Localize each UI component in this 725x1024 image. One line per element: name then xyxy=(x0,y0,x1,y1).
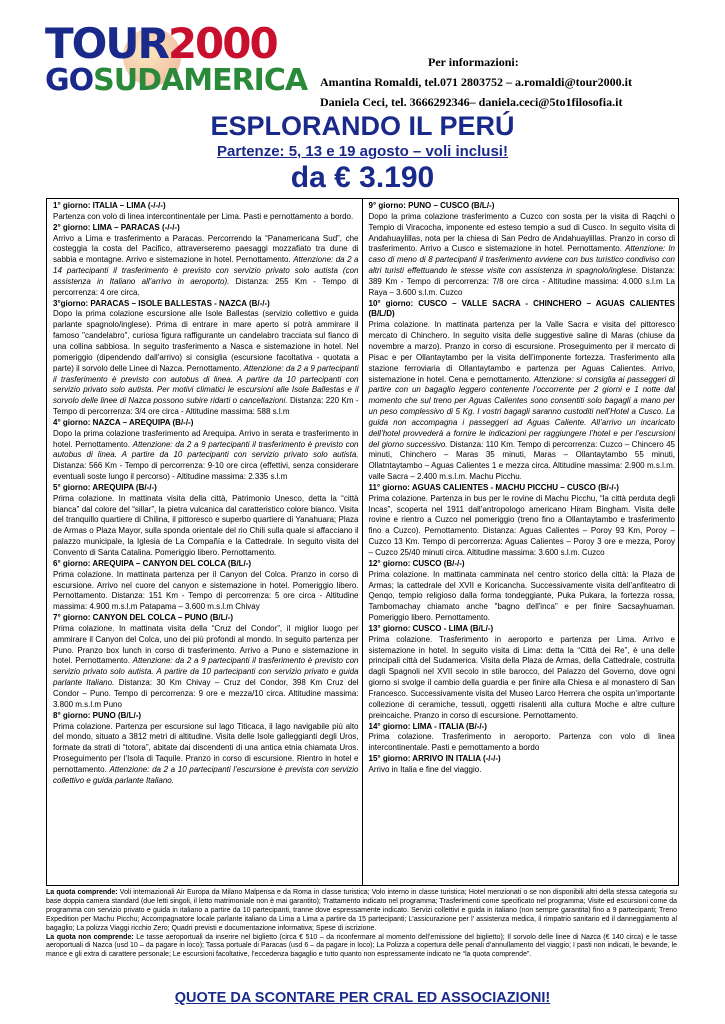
day-description xyxy=(53,309,359,417)
day-heading: 4° giorno: NAZCA – AREQUIPA (B/-/-) xyxy=(53,417,194,427)
cral-discount-banner: QUOTE DA SCONTARE PER CRAL ED ASSOCIAZIONI! xyxy=(174,990,551,1006)
day-heading: 6° giorno: AREQUIPA – CANYON DEL COLCA (B/L/-) xyxy=(53,558,252,568)
itinerary-day xyxy=(53,613,359,711)
itinerary-day xyxy=(53,418,359,483)
header xyxy=(0,0,725,112)
itinerary-day xyxy=(53,299,359,418)
itinerary-column-left xyxy=(47,199,363,885)
excluded-text: Le tasse aeroportuali da inserire nel biglietto (circa € 510 – da riconfermare al momento dell’emissione del biglietto); Il sorvolo delle linee di Nazca (€ 140 circa) e le tasse aeroportuali di Nazca (usd 10 – da pagare in loco); Tassa portuale di Paracas (usd 6 – da pagare in loco); La Polizza a copertura delle penali d’annullamento del viaggio; I pasti non indicati, le bevande, le mance e gli extra di carattere personale; Le escursioni facoltative, l’eccedenza bagaglio e tutto quanto non espressamente indicato ne “la quota comprende”. xyxy=(46,933,677,959)
day-text: Dopo la prima colazione trasferimento a Cuzco con sosta per la visita di Raqchi o Tempio di Viracocha, imponente ed esteso tempio a sud di Cusco. In seguito visita di Andahuaylillas, nota per la chiesa di San Pedro de Andahuaylillas. Pranzo in corso di trasferimento. Arrivo a Cusco e sistemazione in hotel. Pernottamento. xyxy=(368,211,675,254)
day-heading: 9° giorno: PUNO – CUSCO (B/L/-) xyxy=(368,201,495,210)
included-section xyxy=(46,889,677,934)
itinerary-column-right xyxy=(363,199,679,885)
day-text: Prima colazione. In mattinata partenza per il Canyon del Colca. Pranzo in corso di escursione. Arrivo nel cuore del canyon e sistemazione in hotel. Pomeriggio libero. Pernottamento. Distanza: 151 Km - Tempo di percorrenza: 5 ore circa - Altitudine massima: 4.900 m.s.l.m Patapama – 3.600 m.s.l.m Chivay xyxy=(53,569,359,612)
day-description xyxy=(369,570,676,624)
day-heading: 2° giorno: LIMA – PARACAS (-/-/-) xyxy=(53,222,180,232)
day-text: Arrivo in Italia e fine del viaggio. xyxy=(368,764,482,774)
day-heading: 14° giorno: LIMA - ITALIA (B/-/-) xyxy=(368,721,487,731)
itinerary-day xyxy=(369,201,676,299)
included-label: La quota comprende: xyxy=(46,889,118,896)
itinerary-day xyxy=(369,559,676,624)
day-text: Prima colazione. Partenza per escursione sul lago Titicaca, il lago navigabile più alto del mondo, situato a 3812 metri di altitudine. Visita delle Isole galleggianti degli Uros, formate da strati di “totora”, abitate dai discendenti di una antica etnia chiamata Uros. Proseguimento per l’Isola di Taquile. Pranzo in corso di escursione. Rientro in hotel e pernottamento. xyxy=(53,721,359,774)
day-note: Attenzione: da 2 a 9 partecipanti il trasferimento è previsto con autobus di linea. A partire da 10 partecipanti con servizio privato solo autista. Per motivi climatici le escursioni alle Isole Ballestas e il sorvolo delle linee di Nazca possono subire ridarti o cancellazioni. xyxy=(53,363,359,406)
itinerary-day xyxy=(53,711,359,787)
quote-conditions xyxy=(46,889,677,960)
day-text: Prima colazione. In mattinata partenza per la Valle Sacra e visita del pittoresco mercato di Chinchero. In seguito visita delle suggestive saline di Maras (chiuse da novembre a marzo). Pranzo in corso di escursione. Proseguimento per il mercato di Pisac e per Ollantaytambo per la visita dell’imponente fortezza. Trasferimento alla stazione ferroviaria di Ollantaytambo e partenza per Aguas Calientes. Arrivo, sistemazione in hotel. Cena e pernottamento. xyxy=(368,320,675,384)
day-description xyxy=(369,212,676,299)
day-description xyxy=(53,624,359,711)
day-heading: 1° giorno: ITALIA – LIMA (-/-/-) xyxy=(53,201,166,210)
logo-tour-text: TOUR xyxy=(45,19,168,68)
day-description xyxy=(369,765,676,776)
day-heading: 11° giorno: AGUAS CALIENTES - MACHU PICCHU – CUSCO (B/-/-) xyxy=(368,482,619,492)
logo-2000-text: 2000 xyxy=(167,19,277,68)
day-text: Dopo la prima colazione trasferimento ad Arequipa. Arrivo in serata e trasferimento in hotel. Pernottamento. xyxy=(53,428,359,449)
day-description xyxy=(53,494,359,559)
day-description xyxy=(53,429,359,483)
day-heading: 8° giorno: PUNO (B/L/-) xyxy=(53,710,142,720)
day-description xyxy=(369,320,676,483)
day-distance: Distanza: 389 Km - Tempo di percorrenza: 7/8 ore circa - Altitudine massima: 4.000 s.l.m La Raya – 3.600 s.l.m. Cuzco xyxy=(368,266,675,297)
logo-go-text: GO xyxy=(45,63,94,98)
day-distance: Distanza: 220 Km - Tempo di percorrenza: 3/4 ore circa - Altitudine massima: 588 s.l.m xyxy=(53,396,359,417)
day-description xyxy=(53,722,359,787)
excluded-section xyxy=(46,934,677,961)
day-heading: 15° giorno: ARRIVO IN ITALIA (-/-/-) xyxy=(368,754,501,764)
day-description xyxy=(369,732,676,754)
logo-sudamerica-text: SUDAMERICA xyxy=(93,63,308,98)
itinerary-day xyxy=(369,754,676,776)
day-note: Attenzione: da 2 a 9 partecipanti il trasferimento è previsto con autobus di linea. A partire da 10 partecipanti con servizio privato solo autista. xyxy=(53,439,359,460)
day-text: Prima colazione. In mattinata visita della città, Patrimonio Unesco, detta la “città bianca” dal colore del “sillar”, la pietra vulcanica dal caratteristico colore bianco. Visita del tranquillo quartiere di Chilina, il pittoresco e superbo quartiere di Yanahuara; Plaza de Armas o Plaza Mayor, sulla sponda orientale del rio Chili sulla quale si affacciano il palazzo municipale, la Iglesia de La Compañía e la Cattedrale. In seguito visita del Convento di Santa Catalina. Pomeriggio libero. Pernottamento. xyxy=(53,493,359,557)
day-description xyxy=(369,635,676,722)
info-heading: Per informazioni: xyxy=(428,55,519,69)
itinerary-day xyxy=(369,722,676,755)
itinerary-day xyxy=(369,483,676,559)
itinerary-day xyxy=(53,483,359,559)
day-description xyxy=(53,234,359,299)
day-note: Attenzione: si consiglia ai passeggeri di partire con un bagaglio leggero contenente l’occorrente per 2 giorni e 1 notte dal momento che sul treno per Aguas Calientes sono consentiti solo bagagli a mano per un peso complessivo di 5 Kg. I vostri bagagli saranno custoditi nell’Hotel a Cusco. La guida non accompagna i passeggeri ad Aguas Caliente. All’arrivo un incaricato dell’hotel provvederà a fornire le indicazioni per raggiungere l’hotel e per l’escursioni del giorno successivo. xyxy=(368,374,675,449)
day-note: Attenzione: da 2 a 14 partecipanti il trasferimento è previsto con servizio privato solo autista (con assistenza in Italiano all’arrivo in aeroporto). xyxy=(53,255,359,286)
day-heading: 13° giorno: CUSCO - LIMA (B/L/-) xyxy=(368,623,494,633)
itinerary-day xyxy=(369,299,676,483)
itinerary-day xyxy=(53,201,359,223)
itinerary-table xyxy=(46,198,679,886)
day-text: Prima colazione. Trasferimento in aeroporto. Partenza con volo di linea intercontinentale. Pasti e pernottamento a bordo xyxy=(368,732,675,753)
itinerary-day xyxy=(53,223,359,299)
day-text: Partenza con volo di linea intercontinentale per Lima. Pasti e pernottamento a bordo. xyxy=(53,211,354,221)
day-text: Prima colazione. In mattinata visita della “Cruz del Condor”, il miglior luogo per ammirare il Canyon del Colca, uno dei più profondi al mondo. In seguito partenza per Puno. Pranzo box lunch in corso di trasferimento. Arrivo a Puno e sistemazione in hotel. Pernottamento. xyxy=(53,623,359,666)
day-distance: Distanza: 255 Km - Tempo di percorrenza: 4 ore circa. xyxy=(53,276,359,297)
contact-info xyxy=(320,52,720,112)
day-distance: Distanza: 30 Km Chivay – Cruz del Condor, 398 Km Cruz del Condor – Puno. Tempo di percorrenza: 9 ore e mezza/10 circa. Altitudine massima: 3.800 m.s.l.m Puno xyxy=(53,678,359,709)
day-note: Attenzione: da 2 a 10 partecipanti l’escursione è prevista con servizio collettivo e guida parlante Italiano. xyxy=(53,764,359,785)
day-note: Attenzione: da 2 a 9 partecipanti il trasferimento è previsto con servizio privato solo autista. A partire da 10 partecipanti con servizio privato e guida parlante Italiano. xyxy=(53,656,359,688)
day-heading: 3°giorno: PARACAS – ISOLE BALLESTAS - NAZCA (B/-/-) xyxy=(53,298,270,308)
day-text: Dopo la prima colazione escursione alle Isole Ballestas (servizio collettivo e guida parlante spagnolo/inglese). Prima di entrare in mare aperto si potrà ammirare il famoso "candelabro", curiosa figura raffigurante un candelabro tracciata sul fianco di una collina sabbiosa. In seguito trasferimento a Nasca e sistemazione in hotel. Nel pomeriggio (dipendendo dall’arrivo) si consiglia (escursione facoltativa - quotata a parte) il sorvolo delle Linee di Nazca. Pernottamento. xyxy=(53,309,359,373)
day-text: Arrivo a Lima e trasferimento a Paracas. Percorrendo la “Panamericana Sud”, che costeggia la costa del Pacifico, attraverseremo paesaggi mozzafiato tra dune di sabbia e montagne. Arrivo e sistemazione in hotel. Pernottamento. xyxy=(53,233,359,265)
departures-subtitle: Partenze: 5, 13 e 19 agosto – voli inclusi! xyxy=(217,143,508,160)
itinerary-day xyxy=(53,559,359,613)
day-description xyxy=(369,494,676,559)
day-text: Prima colazione. Partenza in bus per le rovine di Machu Picchu, “la città perduta degli Incas”, scoperta nel 1911 dall’antropologo americano Hiram Bingham. Visita delle rovine e rientro a Cuzco nel pomeriggio (treno fino a Ollantaytambo e trasferimento fino a Cuzco). Pernottamento. Distanza: Aguas Calientes – Poroy 93 Km, Poroy – Cuzco 13 Km. Tempo di percorrenza: Aguas Calientes – Poroy 3 ore e mezza, Poroy – Cuzco 25/40 minuti circa. Altitudine massima: 3.600 s.l.m. Cuzco xyxy=(368,493,675,557)
day-description xyxy=(53,212,359,223)
day-heading: 12° giorno: CUSCO (B/-/-) xyxy=(368,558,465,568)
day-distance: Distanza: 110 Km. Tempo di percorrenza: Cuzco – Chincero 45 minuti, Chinchero – Maras 35 minuti, Maras – Ollantaytambo 55 minuti, Ollatntaytambo – Aguas Calientes 1 e mezza circa. Altitudine massima: 2.900 m.s.l.m. valle Sacra – 2.400 m.s.l.m. Machu Picchu. xyxy=(368,439,675,482)
contact-line-1: Amantina Romaldi, tel.071 2803752 – a.romaldi@tour2000.it xyxy=(320,75,632,89)
day-heading: 10° giorno: CUSCO – VALLE SACRA - CHINCHERO – AGUAS CALIENTES (B/L/D) xyxy=(368,298,675,319)
excluded-label: La quota non comprende: xyxy=(46,933,134,941)
day-text: Prima colazione. In mattinata camminata nel centro storico della città: la Plaza de Armas; la cattedrale del XVII e Koricancha. Successivamente visita dell’anfiteatro di Qenqo, tempio religioso dalla forma tondeggiante, Puka Pukara, la fortezza rossa, Tambomachay chiamato anche "bagno dell'inca" e per finire Sacsayhuaman. Pomeriggio libero. Pernottamento. xyxy=(368,569,675,623)
included-text: Voli internazionali Air Europa da Milano Malpensa e da Roma in classe turistica; Volo interno in classe turistica; Hotel menzionati o se non disponibili altri della stessa categoria su base doppia camera standard (due letti singoli, il letto matrimoniale non è mai garantito); Trattamento indicato nel programma; Trasferimenti come specificato nel programma; Visite ed escursioni come da programma con servizio privato e guida in italiano a partire da 10 partecipanti, tranne dove espressamente indicato. Servizi collettivi e guida in italiano (non sempre garantita) fino a 9 partecipanti; Treno Expedition per Machu Picchu; Accompagnatore locale parlante italiano da Lima a Lima a partire da 15 partecipanti; L’assicurazione per l’ assistenza medica, il rimpatrio sanitario ed il danneggiamento al bagaglio; La polizza Viaggi ricchio Zero; Quadri previsti e documentazione informativa; Spese di iscrizione. xyxy=(46,889,677,932)
day-distance: Distanza: 566 Km - Tempo di percorrenza: 9-10 ore circa (effettivi, senza considerare eventuali soste lungo il percorso) - Altitudine massima: 2.335 s.l.m xyxy=(53,461,359,482)
itinerary-day xyxy=(369,624,676,722)
day-heading: 7° giorno: CANYON DEL COLCA – PUNO (B/L/-) xyxy=(53,613,234,623)
price-headline: da € 3.190 xyxy=(290,161,435,194)
tour2000-logo xyxy=(45,19,308,110)
day-heading: 5° giorno: AREQUIPA (B/-/-) xyxy=(53,482,157,492)
day-description xyxy=(53,570,359,613)
page-title: ESPLORANDO IL PERÚ xyxy=(210,111,515,141)
day-text: Prima colazione. Trasferimento in aeroporto e partenza per Lima. Arrivo e sistemazione in hotel. In seguito visita di Lima: detta la “Città dei Re”, è una delle principali città del Sudamerica. Visita della Plaza de Armas, della Cattedrale, costruita dagli Spagnoli nel XVII secolo in stile barocco, del Palazzo del Governo, dove ogni giorno si svolge il cambio della guardia e per finire alla Chiesa e al monastero di San Francesco. Successivamente visita del Museo Larco Herrera che ospita un’importante collezione di ceramiche, tessuti, oggetti risalenti alla cultura Moche e altre culture preincaiche. Pranzo in corso di escursione. Pernottamento. xyxy=(368,634,675,720)
contact-line-2: Daniela Ceci, tel. 3666292346– daniela.ceci@5to1filosofia.it xyxy=(320,95,623,109)
day-note: Attenzione: In caso di meno di 8 partecipanti il trasferimento avviene con bus turistico condiviso con altri turisti effettuando le stesse visite con assistenza in spagnolo/inglese. xyxy=(368,244,675,276)
